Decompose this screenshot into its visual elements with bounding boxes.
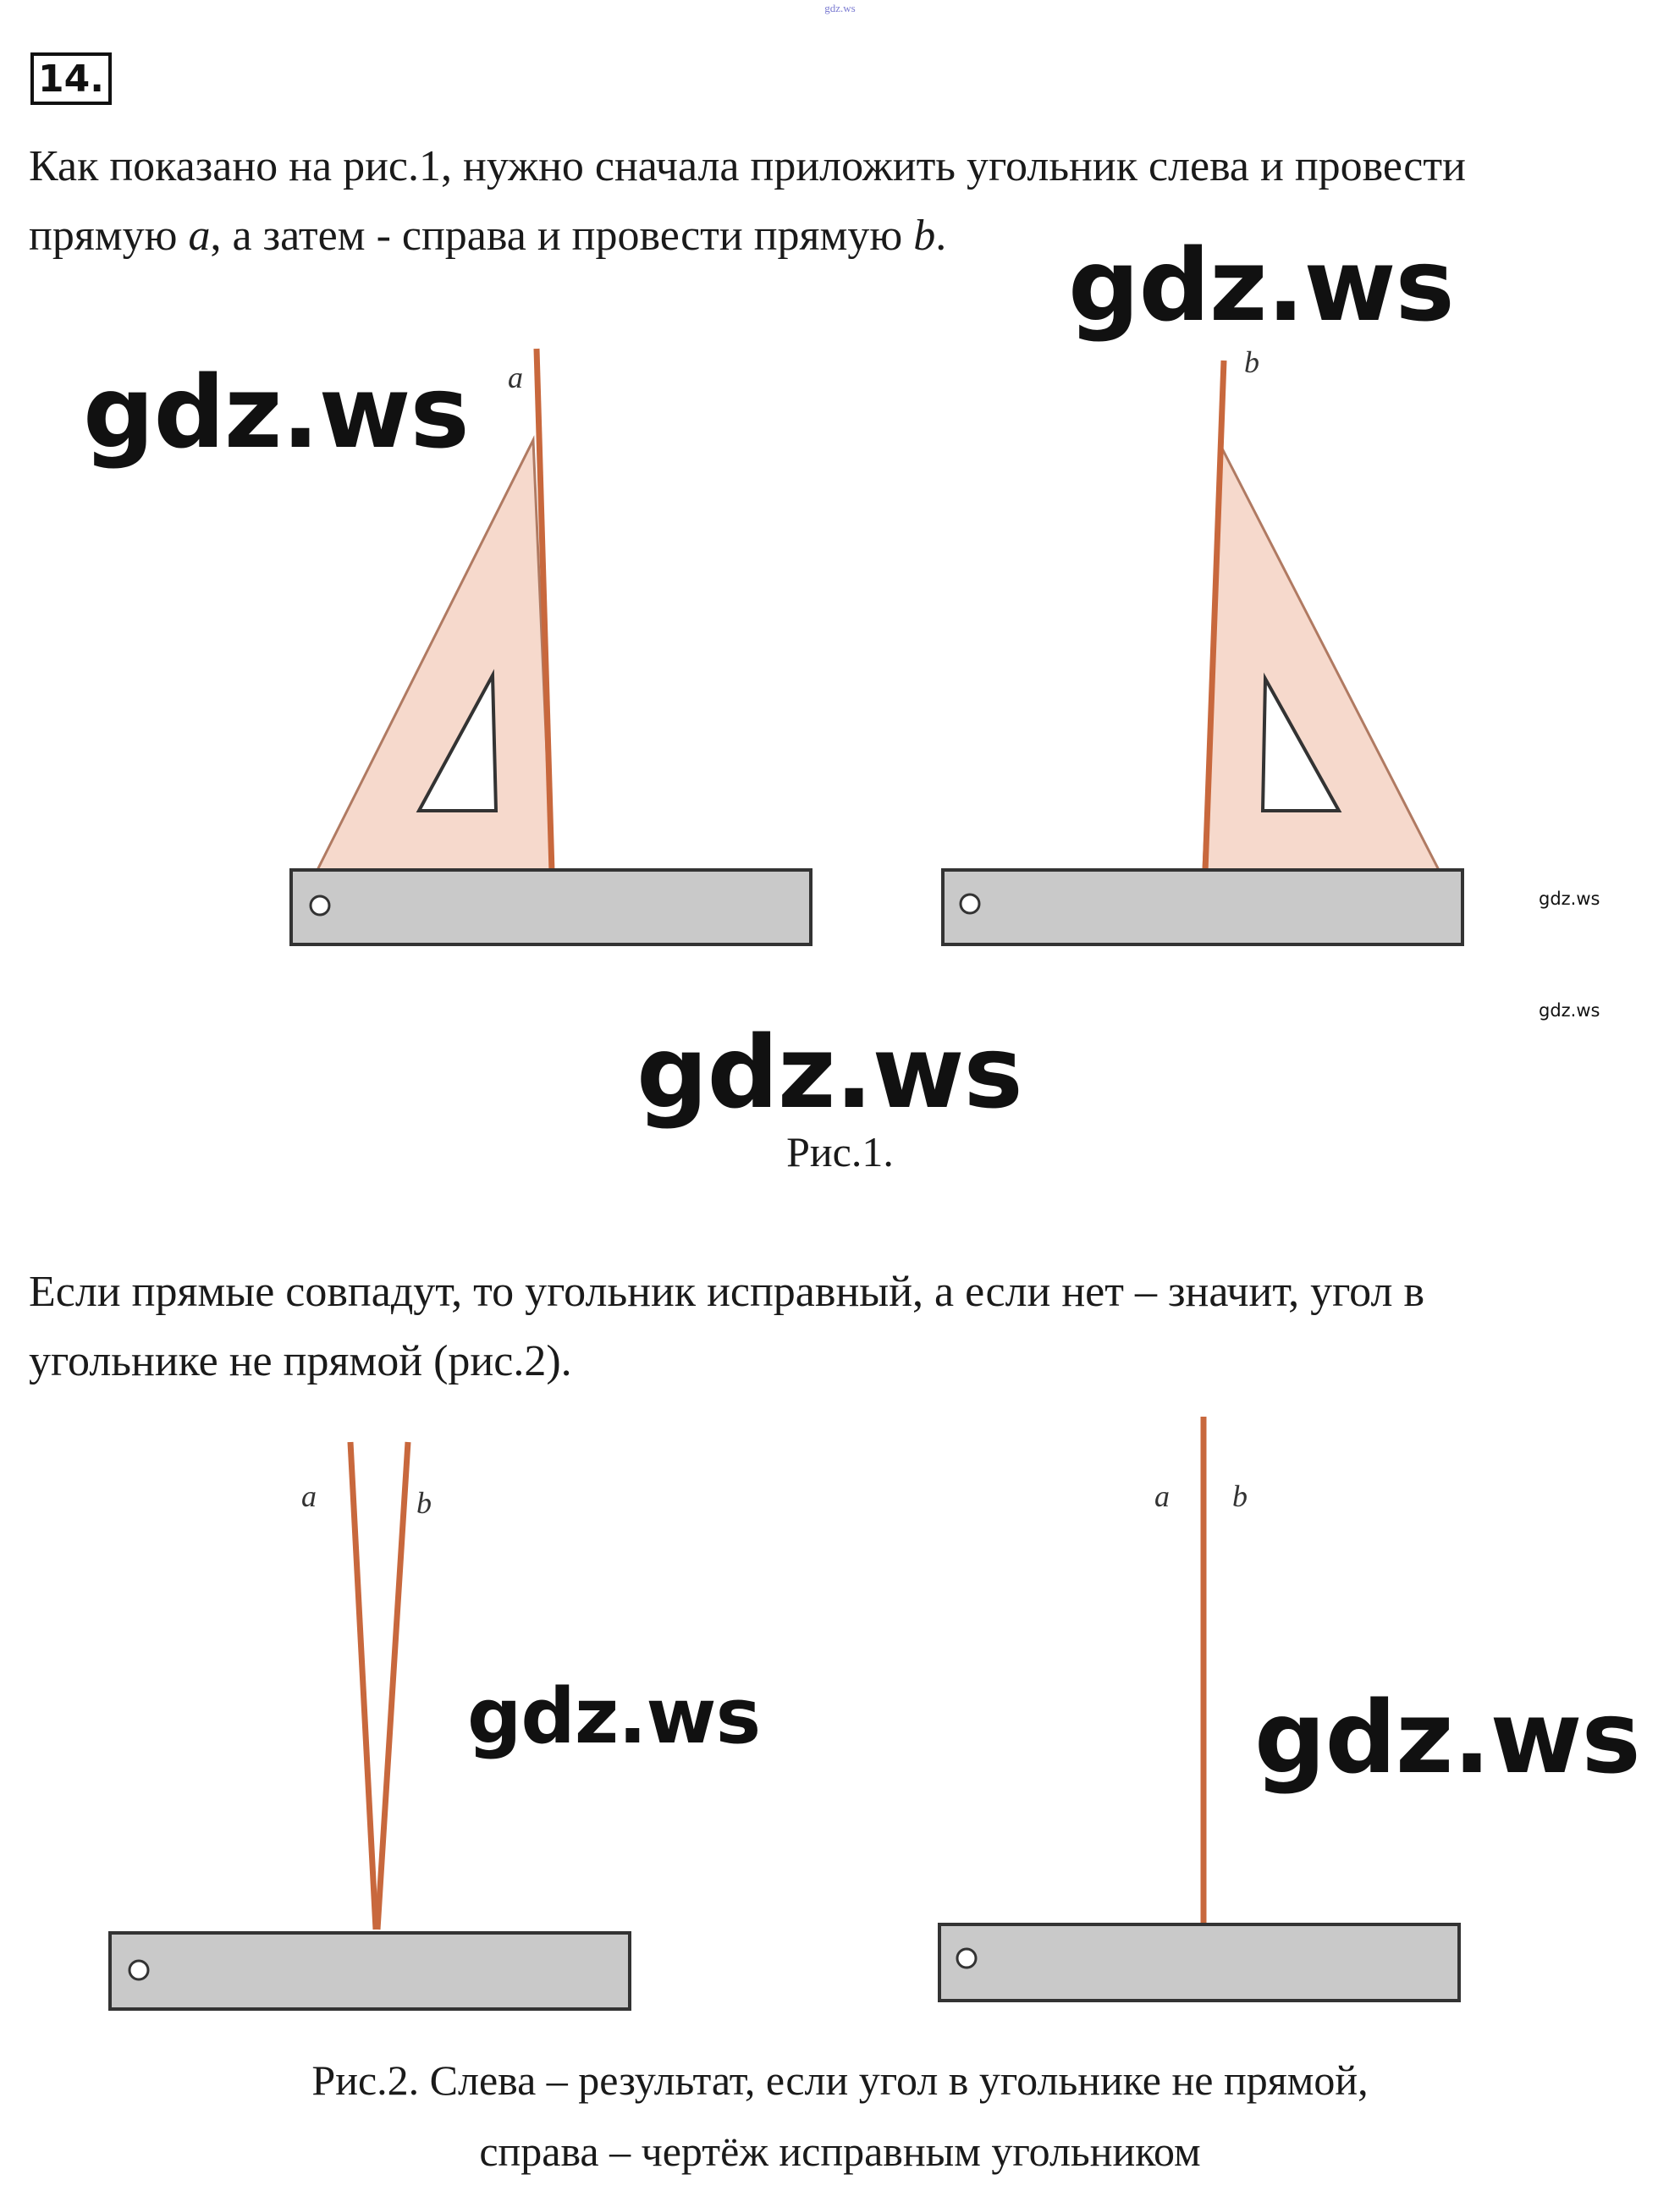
- ruler-left: [110, 1933, 630, 2009]
- watermark: gdz.ws: [467, 1672, 761, 1761]
- line-b: [377, 1442, 408, 1930]
- task-number-box: 14.: [30, 52, 112, 105]
- figure2-caption-line-2: справа – чертёж исправным угольником: [479, 2128, 1201, 2175]
- figure2-caption-line-1: Рис.2. Слева – результат, если угол в угольнике не прямой,: [311, 2056, 1369, 2104]
- line-a: [350, 1442, 376, 1930]
- result-line-1: Если прямые совпадут, то угольник исправный, а если нет – значит, угол в: [29, 1268, 1424, 1316]
- ruler-hole-icon: [957, 1949, 976, 1968]
- site-mark: gdz.ws: [824, 2, 856, 14]
- figure1-right-drawing: [931, 339, 1473, 965]
- label-a: a: [1154, 1479, 1170, 1513]
- variable-a: a: [188, 212, 211, 260]
- label-a: a: [301, 1479, 317, 1513]
- intro-line-2-mid: , а затем - справа и провести прямую: [210, 212, 914, 260]
- ruler-right: [943, 870, 1462, 944]
- intro-line-2-start: прямую: [29, 212, 189, 260]
- intro-line-2-end: .: [935, 212, 947, 260]
- ruler-right: [939, 1924, 1459, 2001]
- watermark-small: gdz.ws: [1539, 1000, 1600, 1021]
- result-line-2: угольнике не прямой (рис.2).: [29, 1337, 572, 1385]
- figure2-caption: [0, 2045, 1680, 2187]
- label-b: b: [416, 1486, 432, 1520]
- watermark-small: gdz.ws: [1539, 889, 1600, 909]
- figure1-caption: Рис.1.: [786, 1128, 894, 1175]
- ruler-hole-icon: [129, 1961, 148, 1979]
- watermark: gdz.ws: [83, 354, 469, 471]
- ruler-hole-icon: [961, 895, 979, 913]
- result-paragraph: [29, 1258, 1662, 1396]
- label-b: b: [1232, 1479, 1248, 1513]
- ruler-hole-icon: [311, 896, 329, 915]
- watermark: gdz.ws: [636, 1014, 1022, 1131]
- variable-b: b: [913, 212, 936, 260]
- watermark: gdz.ws: [1254, 1679, 1640, 1796]
- watermark: gdz.ws: [1068, 227, 1454, 344]
- label-a: a: [508, 361, 523, 394]
- intro-line-1: Как показано на рис.1, нужно сначала приложить угольник слева и провести: [29, 142, 1466, 190]
- label-b: b: [1244, 345, 1259, 379]
- ruler-left: [291, 870, 811, 944]
